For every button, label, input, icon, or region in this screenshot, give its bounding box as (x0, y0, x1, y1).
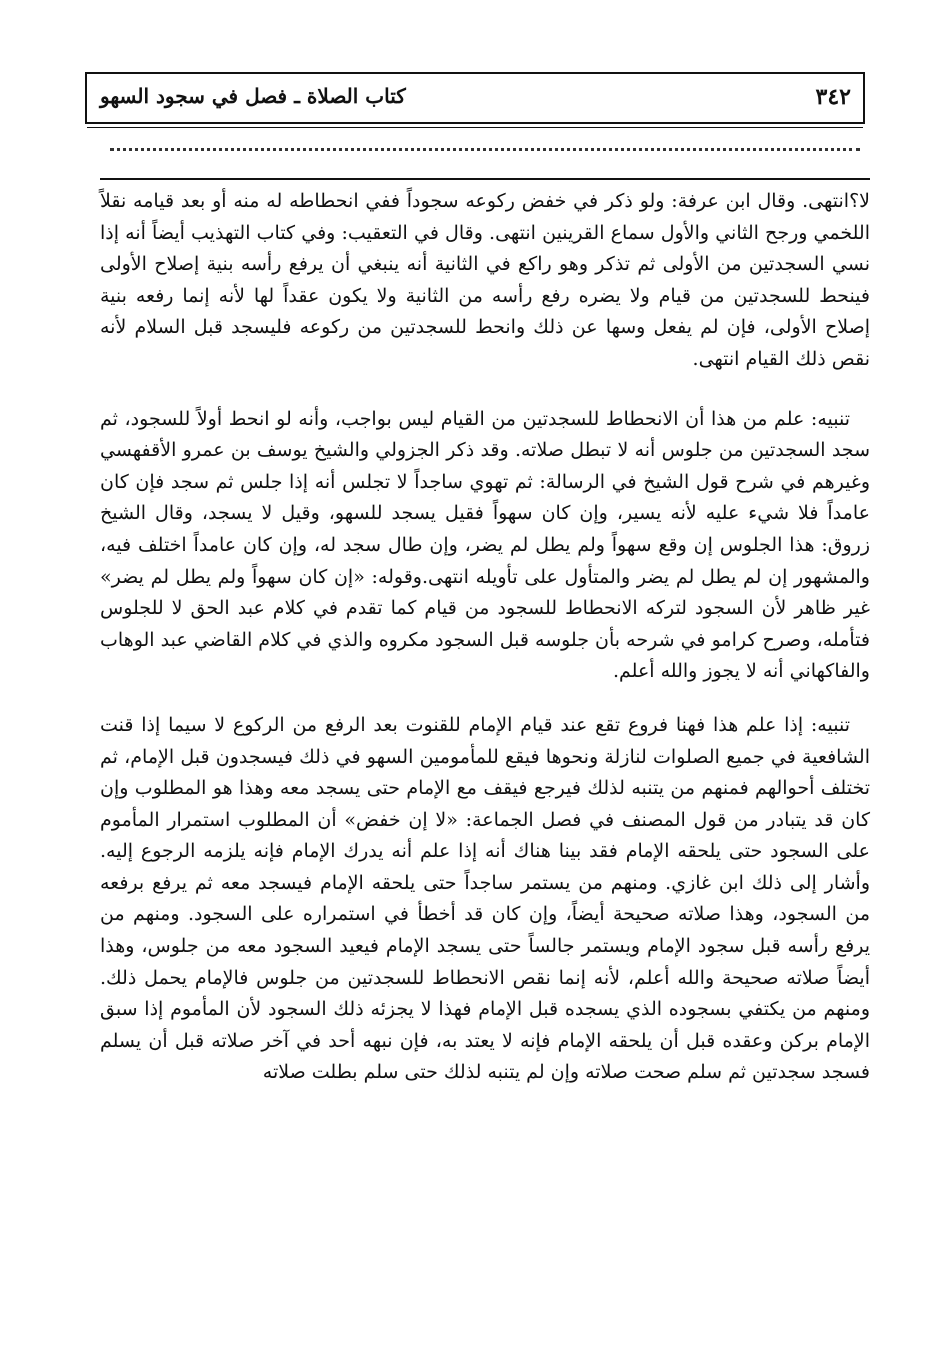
paragraph-1: لا؟انتهى. وقال ابن عرفة: ولو ذكر في خفض ركوعه سجوداً ففي انحطاطه له منه أو بعد قيامه نقلاً اللخمي ورجح الثاني والأول سماع القرينين انتهى. وقال في التعقيب: وفي كتاب التهذيب أيضاً أنه إذا نسي السجدتين من الأولى ثم تذكر وهو راكع في الثانية أنه ينبغي أن يرفع رأسه بنية إصلاح الأولى فينحط للسجدتين من قيام ولا يضره رفع رأسه من الثانية ولا يكون عقداً لها لأنه إنما رفعه بنية إصلاح الأولى، فإن لم يفعل وسها عن ذلك وانحط للسجدتين من ركوعه فليسجد قبل السلام لأنه نقص ذلك القيام انتهى. (100, 190, 870, 370)
page-number: ٣٤٢ (815, 84, 851, 110)
dotted-rule (110, 148, 860, 151)
solid-rule (100, 178, 870, 180)
body-text (100, 186, 870, 1089)
header-underline (87, 127, 863, 128)
running-title: كتاب الصلاة ـ فصل في سجود السهو (100, 84, 406, 108)
paragraph-2: تنبيه: علم من هذا أن الانحطاط للسجدتين من القيام ليس بواجب، وأنه لو انحط أولاً للسجود، ثم سجد السجدتين من جلوس أنه لا تبطل صلاته. وقد ذكر الجزولي والشيخ يوسف بن عمرو الأقفهسي وغيرهم في شرح قول الشيخ في الرسالة: ثم تهوي ساجداً لا تجلس أنه إذا جلس ثم سجد فإن كان عامداً فلا شيء عليه لأنه يسير، وإن كان سهواً فقيل يسجد للسهو، وقيل لا يسجد، وقال الشيخ زروق: هذا الجلوس إن وقع سهواً ولم يطل لم يضر، وإن طال سجد له، وإن كان عامداً اختلف فيه، والمشهور إن لم يطل لم يضر والمتأول على تأويله انتهى.وقوله: «إن كان سهواً ولم يطل لم يضر» غير ظاهر لأن السجود لتركه الانحطاط للسجود من قيام كما تقدم في كلام عبد الحق لا للجلوس فتأمله، وصرح كرامو في شرحه بأن جلوسه قبل السجود مكروه والذي في كلام القاضي عبد الوهاب والفاكهاني أنه لا يجوز والله أعلم. (100, 407, 870, 683)
paragraph-3: تنبيه: إذا علم هذا فهنا فروع تقع عند قيام الإمام للقنوت بعد الرفع من الركوع لا سيما إذا قنت الشافعية في جميع الصلوات لنازلة ونحوها فيقع للمأمومين السهو في ذلك فيسجدون قبل الإمام، ثم تختلف أحوالهم فمنهم من يتنبه لذلك فيرجع فيقف مع الإمام حتى يسجد معه وهذا هو المطلوب وإن كان قد يتبادر من قول المصنف في فصل الجماعة: «لا إن خفض» أن المطلوب استمرار المأموم على السجود حتى يلحقه الإمام فقد بينا هناك أنه إذا علم أنه يدرك الإمام فإنه يلزمه الرجوع إليه. وأشار إلى ذلك ابن غازي. ومنهم من يستمر ساجداً حتى يلحقه الإمام فيسجد معه ثم يرفع برفعه من السجود، وهذا صلاته صحيحة أيضاً، وإن كان قد أخطأ في استمراره على السجود. ومنهم من يرفع رأسه قبل سجود الإمام ويستمر جالساً حتى يسجد الإمام فيعيد السجود معه من جلوس، وهذا أيضاً صلاته صحيحة والله أعلم، لأنه إنما نقص الانحطاط للسجدتين من جلوس فالإمام يحمل ذلك. ومنهم من يكتفي بسجوده الذي يسجده قبل الإمام فهذا لا يجزئه ذلك السجود لأن المأموم إذا سبق الإمام بركن وعقده قبل أن يلحقه الإمام فإنه لا يعتد به، فإن نبهه أحد في آخر صلاته قبل أن يسلم فسجد سجدتين ثم سلم صحت صلاته وإن لم يتنبه لذلك حتى سلم بطلت صلاته (100, 713, 871, 1084)
